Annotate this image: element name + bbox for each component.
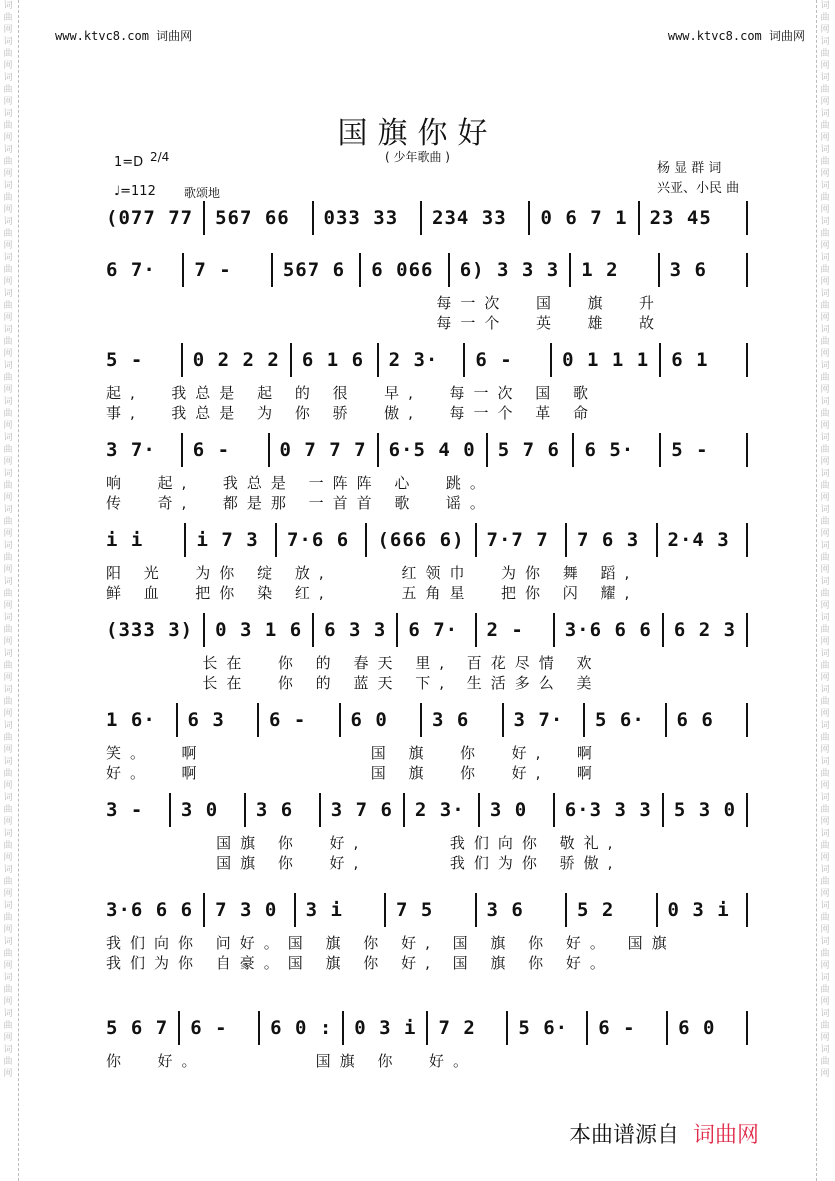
bar-line	[294, 893, 296, 927]
bar-line	[746, 1011, 748, 1045]
measure: 3 6	[255, 799, 294, 821]
measure: 0 7 7 7	[279, 439, 367, 461]
measure: 6 -	[190, 1017, 228, 1039]
measure: 0 2 2 2	[192, 349, 280, 371]
notes-line	[106, 342, 758, 378]
bar-line	[550, 343, 552, 377]
bar-line	[659, 343, 661, 377]
lyric-line: 好。 啊 国 旗 你 好, 啊	[106, 764, 601, 782]
measure: 7 5	[396, 899, 434, 921]
bar-line	[572, 433, 574, 467]
measure: 5 6 7	[106, 1017, 169, 1039]
bar-line	[506, 1011, 508, 1045]
measure: i 7 3	[196, 529, 259, 551]
bar-line	[638, 201, 640, 235]
lyricist-credit: 杨 显 群 词	[657, 161, 722, 176]
bar-line	[502, 703, 504, 737]
measure: (333 3)	[106, 619, 194, 641]
measure: 6 0	[678, 1017, 716, 1039]
lyric-line: 鲜 血 把你 染 红, 五角星 把你 闪 耀,	[106, 584, 639, 602]
lyric-line: 每一次 国 旗 升	[106, 294, 664, 312]
time-signature: 2/4	[150, 150, 170, 164]
measure: 2 3·	[388, 349, 439, 371]
notes-line	[106, 522, 758, 558]
bar-line	[586, 1011, 588, 1045]
bar-line	[182, 253, 184, 287]
bar-line	[271, 253, 273, 287]
measure: 7 3 0	[215, 899, 278, 921]
measure: 6·3 3 3	[564, 799, 652, 821]
bar-line	[203, 893, 205, 927]
bar-line	[565, 523, 567, 557]
measure: 2 -	[486, 619, 524, 641]
bar-line	[257, 703, 259, 737]
bar-line	[746, 201, 748, 235]
lyric-line: 长在 你 的 蓝天 下, 生活多么 美	[106, 674, 601, 692]
measure: 5 2	[577, 899, 615, 921]
bar-line	[662, 613, 664, 647]
measure: 6 0	[350, 709, 388, 731]
bar-line	[656, 523, 658, 557]
bar-line	[178, 1011, 180, 1045]
measure: 6 -	[269, 709, 307, 731]
measure: 7 -	[194, 259, 232, 281]
song-title: 国旗你好	[337, 116, 498, 151]
bar-line	[181, 343, 183, 377]
bar-line	[746, 613, 748, 647]
bar-line	[475, 523, 477, 557]
measure: 7·7 7	[486, 529, 549, 551]
measure: (666 6)	[377, 529, 465, 551]
notes-line	[106, 702, 758, 738]
measure: 5 -	[671, 439, 709, 461]
measure: 033 33	[323, 207, 399, 229]
header-site-right[interactable]: www.ktvc8.com 词曲网	[667, 29, 805, 43]
measure: 3 -	[106, 799, 144, 821]
bar-line	[553, 613, 555, 647]
measure: 6 -	[475, 349, 513, 371]
notes-line	[106, 1010, 758, 1046]
bar-line	[258, 1011, 260, 1045]
bar-line	[396, 613, 398, 647]
measure: 1 6·	[106, 709, 156, 731]
measure: 6 1 6	[301, 349, 365, 371]
measure: 3 7 6	[330, 799, 393, 821]
bar-line	[312, 613, 314, 647]
measure: 5 7 6	[497, 439, 560, 461]
measure: 6 2 3	[673, 619, 737, 641]
lyric-line: 响 起, 我总是 一阵阵 心 跳。	[106, 474, 494, 492]
bar-line	[268, 433, 270, 467]
measure: 5 -	[106, 349, 144, 371]
measure: 5 3 0	[673, 799, 737, 821]
measure: 5 6·	[595, 709, 645, 731]
footer-text: 本曲谱源自	[569, 1123, 680, 1148]
bar-line	[746, 703, 748, 737]
bar-line	[426, 1011, 428, 1045]
right-watermark-strip: 词曲网 词曲网 词曲网 词曲网 词曲网 词曲网 词曲网 词曲网 词曲网 词曲网 词曲网 词曲网 词曲网 词曲网 词曲网 词曲网 词曲网 词曲网 词曲网 词曲网 词曲网 词曲网 词曲网 词曲网 词曲网 词曲网 词曲网 词曲网 词曲网 词曲网	[816, 0, 835, 1181]
measure: 6 3	[187, 709, 225, 731]
measure: 567 66	[215, 207, 290, 229]
bar-line	[659, 433, 661, 467]
notes-line	[106, 432, 758, 468]
lyric-line: 起, 我总是 起 的 很 早, 每一次 国 歌	[106, 384, 597, 402]
bar-line	[658, 253, 660, 287]
lyric-line: 国旗 你 好, 我们向你 敬礼,	[106, 834, 622, 852]
measure: 3 6	[432, 709, 470, 731]
measure: 234 33	[432, 207, 507, 229]
bar-line	[420, 201, 422, 235]
bar-line	[184, 523, 186, 557]
bar-line	[746, 523, 748, 557]
bar-line	[528, 201, 530, 235]
lyric-line: 国旗 你 好, 我们为你 骄傲,	[106, 854, 622, 872]
bar-line	[583, 703, 585, 737]
bar-line	[169, 793, 171, 827]
bar-line	[662, 793, 664, 827]
measure: 3 7·	[106, 439, 156, 461]
measure: 6 066	[371, 259, 434, 281]
bar-line	[359, 253, 361, 287]
measure: 6 -	[598, 1017, 636, 1039]
measure: 3·6 6 6	[564, 619, 652, 641]
bar-line	[203, 613, 205, 647]
bar-line	[656, 893, 658, 927]
notes-line	[106, 792, 758, 828]
bar-line	[377, 343, 379, 377]
key-signature: 1=D	[114, 155, 144, 170]
bar-line	[746, 793, 748, 827]
bar-line	[746, 893, 748, 927]
measure: 6 7·	[106, 259, 156, 281]
lyric-line: 你 好。 国旗 你 好。	[106, 1052, 477, 1070]
lyric-line: 我们向你 问好。国 旗 你 好, 国 旗 你 好。 国旗	[106, 934, 676, 952]
measure: 0 6 7 1	[540, 207, 628, 229]
measure: 7 6 3	[577, 529, 640, 551]
measure: 6 6	[676, 709, 714, 731]
bar-line	[665, 703, 667, 737]
bar-line	[176, 703, 178, 737]
measure: 0 1 1 1	[562, 349, 650, 371]
measure: 6 3 3	[324, 619, 387, 641]
lyric-line: 事, 我总是 为 你 骄 傲, 每一个 革 命	[106, 404, 597, 422]
lyric-line: 阳 光 为你 绽 放, 红领巾 为你 舞 蹈,	[106, 564, 639, 582]
composer-credit: 兴亚、小民 曲	[657, 181, 740, 196]
bar-line	[746, 433, 748, 467]
measure: 6 1	[671, 349, 709, 371]
measure: 6·5 4 0	[388, 439, 476, 461]
bar-line	[319, 793, 321, 827]
bar-line	[565, 893, 567, 927]
measure: 567 6	[282, 259, 346, 281]
measure: 3 6	[669, 259, 707, 281]
bar-line	[342, 1011, 344, 1045]
measure: 3 i	[305, 899, 343, 921]
bar-line	[569, 253, 571, 287]
notes-line	[106, 200, 758, 236]
measure: 1 2	[581, 259, 619, 281]
measure: i i	[106, 529, 144, 551]
bar-line	[475, 613, 477, 647]
bar-line	[553, 793, 555, 827]
left-watermark-strip: 词曲网 词曲网 词曲网 词曲网 词曲网 词曲网 词曲网 词曲网 词曲网 词曲网 词曲网 词曲网 词曲网 词曲网 词曲网 词曲网 词曲网 词曲网 词曲网 词曲网 词曲网 词曲网 词曲网 词曲网 词曲网 词曲网 词曲网 词曲网 词曲网 词曲网	[0, 0, 19, 1181]
measure: 3 7·	[513, 709, 564, 731]
lyric-line: 传 奇, 都是那 一首首 歌 谣。	[106, 494, 494, 512]
measure: 6 -	[192, 439, 231, 461]
bar-line	[244, 793, 246, 827]
tempo-mark: ♩=112	[114, 184, 156, 199]
bar-line	[746, 343, 748, 377]
measure: 6 5·	[584, 439, 635, 461]
lyric-line: 笑。 啊 国 旗 你 好, 啊	[106, 744, 601, 762]
measure: 2·4 3	[667, 529, 730, 551]
measure: 3 0	[180, 799, 219, 821]
lyric-line: 每一个 英 雄 故	[106, 314, 664, 332]
bar-line	[384, 893, 386, 927]
measure: 7 2	[438, 1017, 476, 1039]
lyric-line: 我们为你 自豪。国 旗 你 好, 国 旗 你 好。	[106, 954, 614, 972]
expression-mark: 歌颂地	[184, 186, 221, 200]
header-site-left[interactable]: www.ktvc8.com 词曲网	[55, 29, 193, 43]
bar-line	[339, 703, 341, 737]
bar-line	[448, 253, 450, 287]
bar-line	[478, 793, 480, 827]
measure: 0 3 i	[354, 1017, 417, 1039]
song-subtitle: ( 少年歌曲 )	[385, 150, 450, 164]
bar-line	[365, 523, 367, 557]
bar-line	[475, 893, 477, 927]
footer-brand-link[interactable]: 词曲网	[693, 1123, 760, 1148]
measure: 7·6 6	[286, 529, 350, 551]
measure: 3 6	[486, 899, 524, 921]
measure: (077 77	[106, 207, 194, 229]
measure: 6 7·	[408, 619, 459, 641]
notes-line	[106, 892, 758, 928]
measure: 6 0 :	[270, 1017, 333, 1039]
lyric-line: 长在 你 的 春天 里, 百花尽情 欢	[106, 654, 601, 672]
bar-line	[181, 433, 183, 467]
bar-line	[203, 201, 205, 235]
bar-line	[403, 793, 405, 827]
measure: 6) 3 3 3	[459, 259, 560, 281]
bar-line	[463, 343, 465, 377]
bar-line	[377, 433, 379, 467]
bar-line	[486, 433, 488, 467]
notes-line	[106, 252, 758, 288]
measure: 23 45	[649, 207, 712, 229]
footer-source	[569, 1118, 759, 1149]
bar-line	[746, 253, 748, 287]
measure: 0 3 i	[667, 899, 730, 921]
measure: 0 3 1 6	[215, 619, 303, 641]
bar-line	[290, 343, 292, 377]
measure: 2 3·	[414, 799, 465, 821]
bar-line	[312, 201, 314, 235]
measure: 5 6·	[518, 1017, 569, 1039]
measure: 3 0	[489, 799, 528, 821]
bar-line	[275, 523, 277, 557]
notes-line	[106, 612, 758, 648]
bar-line	[420, 703, 422, 737]
measure: 3·6 6 6	[106, 899, 194, 921]
bar-line	[666, 1011, 668, 1045]
